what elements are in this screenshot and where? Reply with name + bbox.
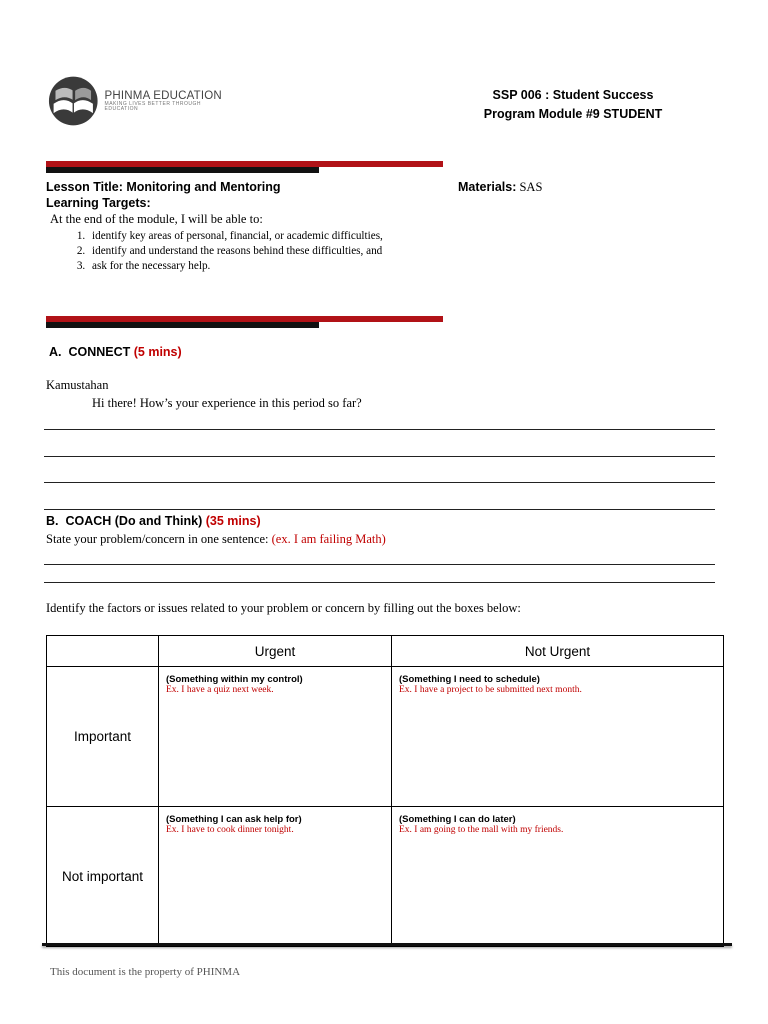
lesson-info bbox=[46, 179, 280, 211]
top-black-band bbox=[46, 167, 319, 173]
bottom-black-band bbox=[46, 322, 319, 328]
cell-example: Ex. I have to cook dinner tonight. bbox=[166, 825, 294, 835]
course-header bbox=[473, 86, 673, 124]
course-line-1: SSP 006 : Student Success bbox=[492, 88, 654, 102]
answer-line[interactable] bbox=[44, 429, 715, 430]
materials-label: Materials: bbox=[458, 180, 517, 194]
coach-heading bbox=[46, 514, 261, 528]
coach-marker: B. bbox=[46, 514, 59, 528]
row-label-not-important: Not important bbox=[47, 807, 159, 947]
lesson-title: Lesson Title: Monitoring and Mentoring bbox=[46, 180, 281, 194]
learning-target: 2. identify and understand the reasons behind these difficulties, and bbox=[88, 244, 428, 259]
row-label-important: Important bbox=[47, 667, 159, 807]
kamustahan-label: Kamustahan bbox=[46, 378, 109, 392]
matrix-row-not-important bbox=[47, 807, 724, 947]
cell-not-important-urgent[interactable] bbox=[159, 807, 392, 947]
answer-line[interactable] bbox=[44, 456, 715, 457]
cell-heading: (Something I can ask help for) bbox=[166, 814, 302, 825]
cell-example: Ex. I have a project to be submitted next month. bbox=[399, 685, 582, 695]
coach-prompt-text: State your problem/concern in one sentence: bbox=[46, 532, 269, 546]
cell-heading: (Something I need to schedule) bbox=[399, 674, 540, 685]
col-header-not-urgent: Not Urgent bbox=[392, 636, 724, 667]
phinma-logo bbox=[48, 72, 228, 130]
cell-heading: (Something I can do later) bbox=[399, 814, 516, 825]
connect-time: (5 mins) bbox=[133, 345, 182, 359]
cell-important-urgent[interactable] bbox=[159, 667, 392, 807]
cell-example: Ex. I have a quiz next week. bbox=[166, 685, 274, 695]
logo-tagline: MAKING LIVES BETTER THROUGH EDUCATION bbox=[104, 100, 202, 113]
book-globe-icon bbox=[48, 74, 99, 128]
connect-marker: A. bbox=[49, 345, 62, 359]
connect-heading bbox=[49, 345, 182, 359]
cell-heading: (Something within my control) bbox=[166, 674, 303, 685]
materials-value: SAS bbox=[519, 180, 543, 194]
problem-line[interactable] bbox=[44, 564, 715, 565]
coach-prompt-example: (ex. I am failing Math) bbox=[271, 532, 386, 546]
learning-target: 3. ask for the necessary help. bbox=[88, 259, 428, 274]
logo-name: PHINMA EDUCATION bbox=[104, 89, 222, 102]
matrix-header-row bbox=[47, 636, 724, 667]
connect-title: CONNECT bbox=[68, 345, 131, 359]
connect-question: Hi there! How’s your experience in this period so far? bbox=[92, 396, 362, 410]
targets-intro: At the end of the module, I will be able to: bbox=[50, 212, 263, 226]
footer-rule bbox=[42, 943, 732, 946]
coach-title: COACH (Do and Think) bbox=[65, 514, 203, 528]
answer-line[interactable] bbox=[44, 509, 715, 510]
urgency-matrix bbox=[46, 635, 724, 947]
matrix-instruction: Identify the factors or issues related to your problem or concern by filling out the boxes below: bbox=[46, 601, 521, 615]
learning-targets-list bbox=[48, 229, 428, 274]
learning-target: 1. identify key areas of personal, financial, or academic difficulties, bbox=[88, 229, 428, 244]
problem-line[interactable] bbox=[44, 582, 715, 583]
answer-line[interactable] bbox=[44, 482, 715, 483]
col-header-urgent: Urgent bbox=[159, 636, 392, 667]
coach-prompt bbox=[46, 532, 386, 547]
cell-example: Ex. I am going to the mall with my friends. bbox=[399, 825, 564, 835]
matrix-row-important bbox=[47, 667, 724, 807]
materials bbox=[458, 180, 542, 195]
coach-time: (35 mins) bbox=[205, 514, 261, 528]
footer-text: This document is the property of PHINMA bbox=[50, 966, 241, 978]
cell-not-important-not-urgent[interactable] bbox=[392, 807, 724, 947]
cell-important-not-urgent[interactable] bbox=[392, 667, 724, 807]
matrix-corner-cell bbox=[47, 636, 159, 667]
learning-targets-label: Learning Targets: bbox=[46, 196, 151, 210]
course-line-2: Program Module #9 STUDENT bbox=[483, 107, 663, 121]
